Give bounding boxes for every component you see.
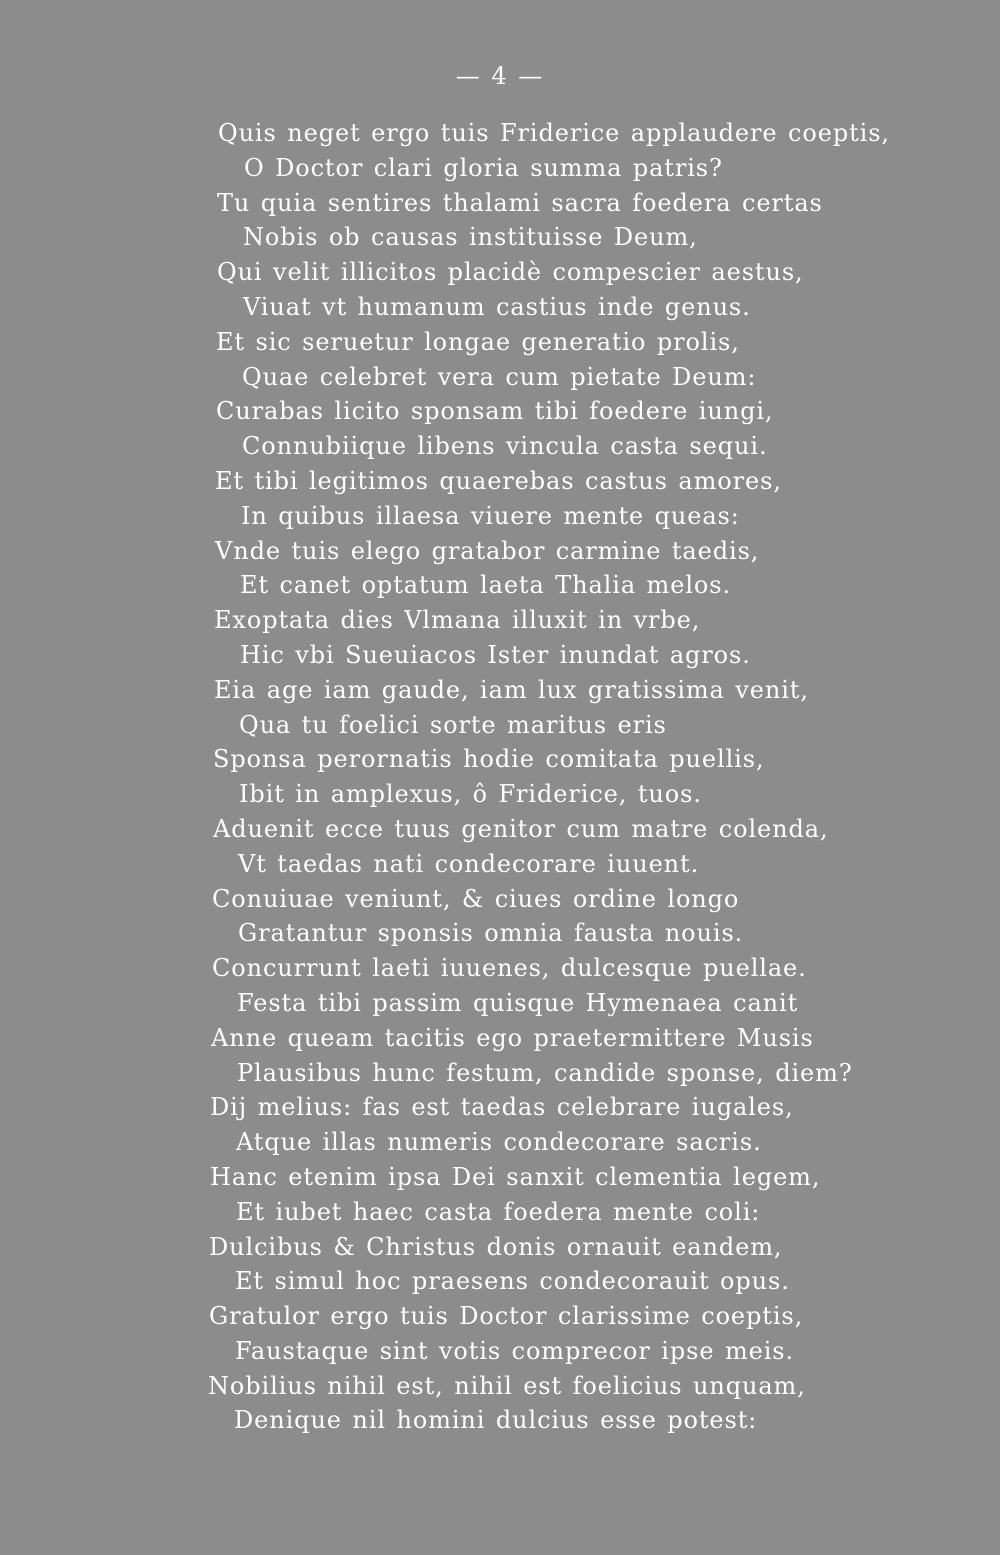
verse-line-pentameter: Festa tibi passim quisque Hymenaea canit <box>237 988 799 1017</box>
verse-line-pentameter: In quibus illaesa viuere mente queas: <box>241 501 740 530</box>
verse-line-pentameter: Atque illas numeris condecorare sacris. <box>236 1128 762 1157</box>
verse-line-pentameter: Ibit in amplexus, ô Friderice, tuos. <box>239 780 702 809</box>
verse-line-hexameter: Nobilius nihil est, nihil est foelicius unquam, <box>208 1371 806 1400</box>
verse-line-hexameter: Sponsa perornatis hodie comitata puellis, <box>213 745 765 774</box>
verse-line-pentameter: Plausibus hunc festum, candide sponse, diem? <box>237 1058 853 1087</box>
verse-line-hexameter: Exoptata dies Vlmana illuxit in vrbe, <box>214 606 701 635</box>
verse-line-pentameter: Et simul hoc praesens condecorauit opus. <box>235 1267 790 1296</box>
verse-line-hexameter: Concurrunt laeti iuuenes, dulcesque puellae. <box>212 954 807 983</box>
verse-line-hexameter: Dulcibus & Christus donis ornauit eandem, <box>209 1232 783 1261</box>
verse-line-pentameter: Connubiique libens vincula casta sequi. <box>242 432 768 461</box>
verse-line-hexameter: Quis neget ergo tuis Friderice applaudere coeptis, <box>218 119 890 147</box>
verse-line-pentameter: Denique nil homini dulcius esse potest: <box>234 1406 758 1435</box>
verse-line-hexameter: Eia age iam gaude, iam lux gratissima venit, <box>214 675 809 704</box>
verse-line-pentameter: Hic vbi Sueuiacos Ister inundat agros. <box>240 640 751 669</box>
verse-line-hexameter: Curabas licito sponsam tibi foedere iungi, <box>216 397 774 426</box>
verse-line-hexameter: Dij melius: fas est taedas celebrare iugales, <box>210 1093 794 1122</box>
verse-line-pentameter: Faustaque sint votis comprecor ipse meis. <box>235 1336 795 1365</box>
verse-line-pentameter: O Doctor clari gloria summa patris? <box>244 153 723 182</box>
verse-line-pentameter: Et iubet haec casta foedera mente coli: <box>236 1197 761 1226</box>
verse-line-pentameter: Gratantur sponsis omnia fausta nouis. <box>238 919 744 948</box>
verse-line-pentameter: Nobis ob causas instituisse Deum, <box>243 223 698 252</box>
verse-line-pentameter: Quae celebret vera cum pietate Deum: <box>242 362 757 391</box>
verse-line-hexameter: Tu quia sentires thalami sacra foedera certas <box>217 188 823 217</box>
verse-line-hexameter: Aduenit ecce tuus genitor cum matre colenda, <box>213 814 829 843</box>
verse-line-hexameter: Vnde tuis elego gratabor carmine taedis, <box>215 536 760 565</box>
poem-body <box>0 116 1000 1438</box>
verse-line-hexameter: Anne queam tacitis ego praetermittere Musis <box>211 1023 814 1052</box>
verse-line-hexameter: Et tibi legitimos quaerebas castus amores, <box>215 466 782 495</box>
verse-line-hexameter: Gratulor ergo tuis Doctor clarissime coeptis, <box>209 1302 804 1331</box>
verse-line-pentameter: Qua tu foelici sorte maritus eris <box>239 710 667 739</box>
verse-line-hexameter: Et sic seruetur longae generatio prolis, <box>216 327 740 356</box>
page-number: — 4 — <box>455 62 545 90</box>
verse-line-pentameter: Et canet optatum laeta Thalia melos. <box>240 571 731 600</box>
verse-line-hexameter: Conuiuae veniunt, & ciues ordine longo <box>212 884 740 913</box>
verse-line-hexameter: Hanc etenim ipsa Dei sanxit clementia legem, <box>210 1162 821 1191</box>
verse-line-pentameter: Viuat vt humanum castius inde genus. <box>243 292 751 321</box>
verse-line-pentameter: Vt taedas nati condecorare iuuent. <box>238 849 700 878</box>
verse-line-hexameter: Qui velit illicitos placidè compescier aestus, <box>217 258 804 287</box>
